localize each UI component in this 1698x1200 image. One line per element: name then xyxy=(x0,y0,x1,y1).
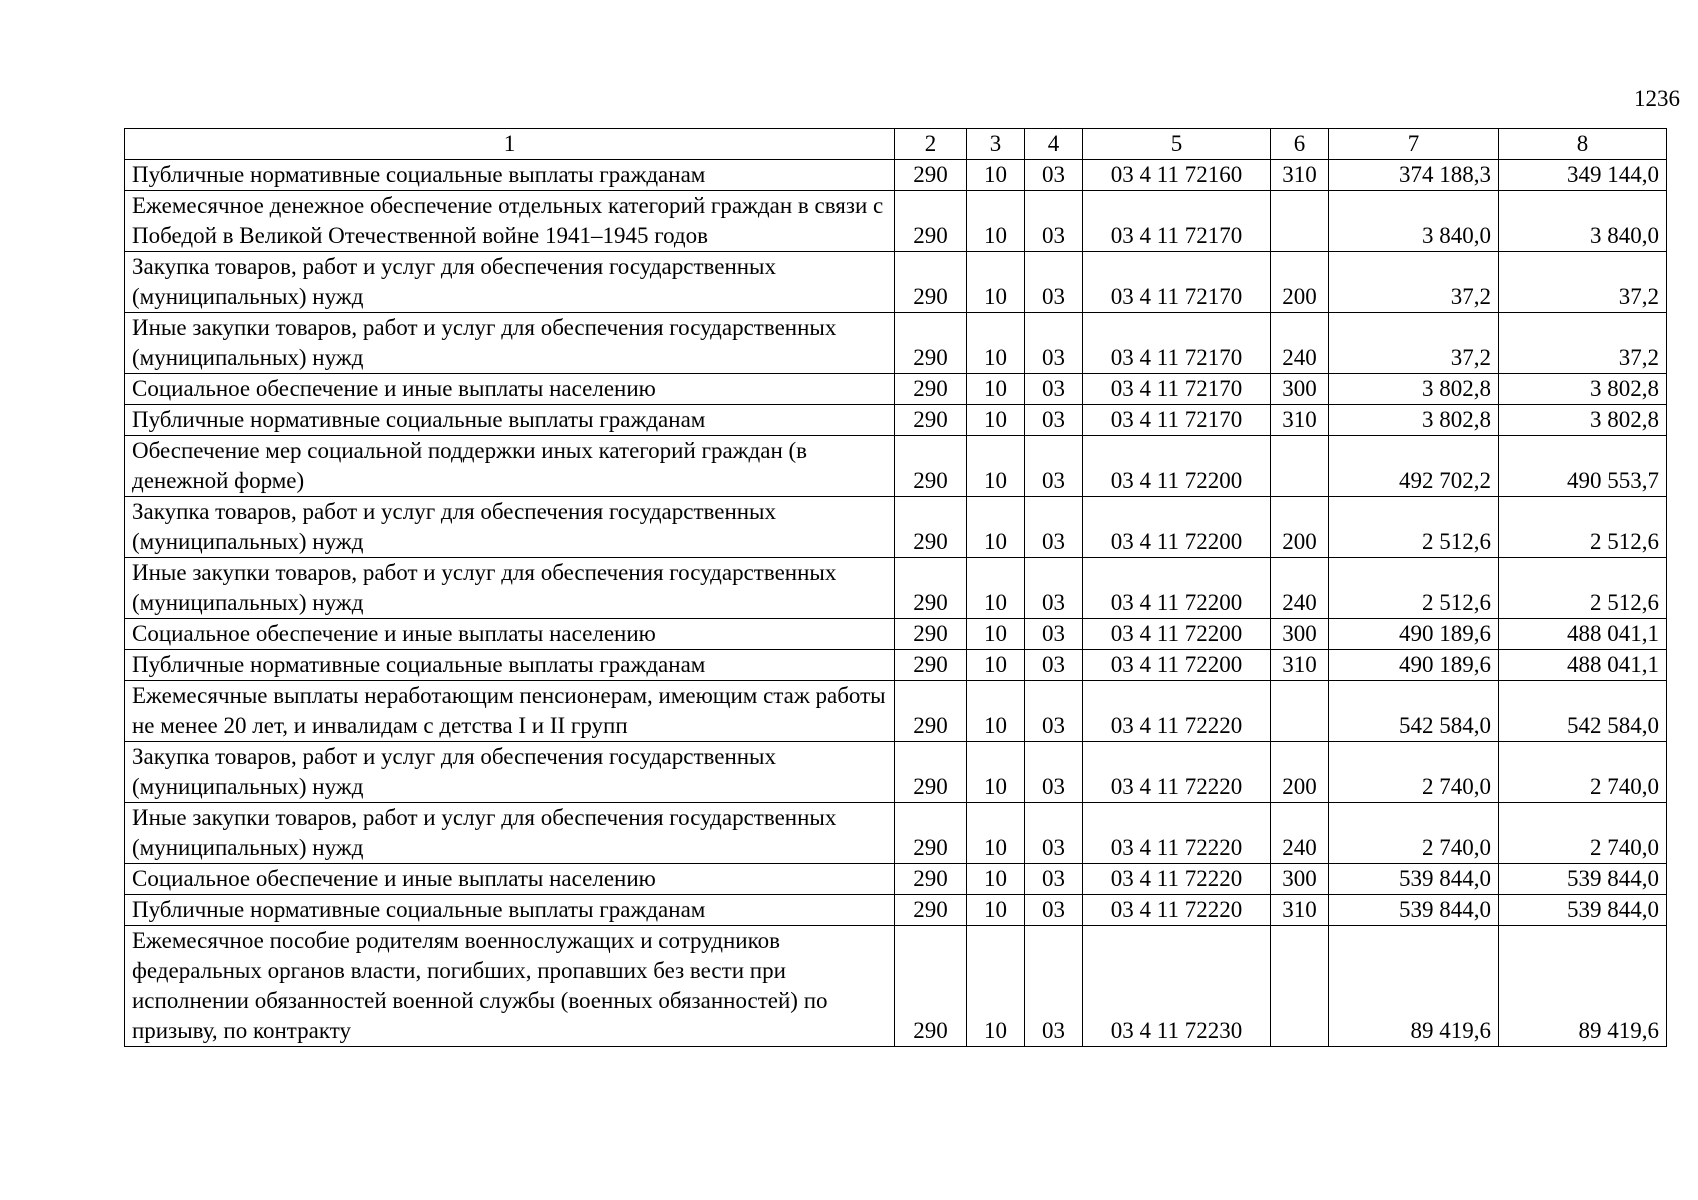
table-header-row xyxy=(125,129,1667,160)
amount-year2-cell: 3 802,8 xyxy=(1499,405,1667,436)
amount-year1-cell: 539 844,0 xyxy=(1329,864,1499,895)
section-cell: 10 xyxy=(967,313,1025,374)
target-article-cell: 03 4 11 72220 xyxy=(1083,895,1271,926)
row-name-cell: Публичные нормативные социальные выплаты гражданам xyxy=(125,405,895,436)
target-article-cell: 03 4 11 72200 xyxy=(1083,619,1271,650)
amount-year2-cell: 490 553,7 xyxy=(1499,436,1667,497)
column-header: 8 xyxy=(1499,129,1667,160)
amount-year2-cell: 2 740,0 xyxy=(1499,742,1667,803)
amount-year2-cell: 349 144,0 xyxy=(1499,160,1667,191)
admin-code-cell: 290 xyxy=(895,742,967,803)
admin-code-cell: 290 xyxy=(895,926,967,1047)
table-row xyxy=(125,742,1667,803)
row-name-cell: Ежемесячное пособие родителям военнослужащих и сотрудников федеральных органов власти, погибших, пропавших без вести при исполнении обязанностей военной службы (военных обязанностей) по призыву, по контракту xyxy=(125,926,895,1047)
subsection-cell: 03 xyxy=(1025,405,1083,436)
amount-year1-cell: 2 740,0 xyxy=(1329,742,1499,803)
row-name-cell: Закупка товаров, работ и услуг для обеспечения государственных (муниципальных) нужд xyxy=(125,252,895,313)
target-article-cell: 03 4 11 72220 xyxy=(1083,681,1271,742)
target-article-cell: 03 4 11 72170 xyxy=(1083,374,1271,405)
amount-year1-cell: 3 802,8 xyxy=(1329,405,1499,436)
expense-type-cell: 240 xyxy=(1271,313,1329,374)
amount-year2-cell: 3 840,0 xyxy=(1499,191,1667,252)
amount-year1-cell: 2 512,6 xyxy=(1329,497,1499,558)
amount-year1-cell: 490 189,6 xyxy=(1329,619,1499,650)
row-name-cell: Обеспечение мер социальной поддержки иных категорий граждан (в денежной форме) xyxy=(125,436,895,497)
section-cell: 10 xyxy=(967,742,1025,803)
expense-type-cell: 240 xyxy=(1271,803,1329,864)
column-header: 2 xyxy=(895,129,967,160)
target-article-cell: 03 4 11 72200 xyxy=(1083,650,1271,681)
row-name-cell: Закупка товаров, работ и услуг для обеспечения государственных (муниципальных) нужд xyxy=(125,497,895,558)
table-row xyxy=(125,864,1667,895)
target-article-cell: 03 4 11 72230 xyxy=(1083,926,1271,1047)
admin-code-cell: 290 xyxy=(895,681,967,742)
row-name-cell: Иные закупки товаров, работ и услуг для обеспечения государственных (муниципальных) нужд xyxy=(125,558,895,619)
section-cell: 10 xyxy=(967,252,1025,313)
amount-year2-cell: 539 844,0 xyxy=(1499,895,1667,926)
admin-code-cell: 290 xyxy=(895,160,967,191)
table-row xyxy=(125,313,1667,374)
admin-code-cell: 290 xyxy=(895,619,967,650)
subsection-cell: 03 xyxy=(1025,895,1083,926)
table-row xyxy=(125,895,1667,926)
table-row xyxy=(125,558,1667,619)
section-cell: 10 xyxy=(967,374,1025,405)
section-cell: 10 xyxy=(967,895,1025,926)
admin-code-cell: 290 xyxy=(895,497,967,558)
section-cell: 10 xyxy=(967,803,1025,864)
amount-year2-cell: 542 584,0 xyxy=(1499,681,1667,742)
amount-year2-cell: 539 844,0 xyxy=(1499,864,1667,895)
table-row xyxy=(125,926,1667,1047)
target-article-cell: 03 4 11 72170 xyxy=(1083,313,1271,374)
row-name-cell: Иные закупки товаров, работ и услуг для обеспечения государственных (муниципальных) нужд xyxy=(125,803,895,864)
expense-type-cell: 300 xyxy=(1271,619,1329,650)
amount-year1-cell: 3 840,0 xyxy=(1329,191,1499,252)
amount-year2-cell: 89 419,6 xyxy=(1499,926,1667,1047)
table-row xyxy=(125,619,1667,650)
row-name-cell: Публичные нормативные социальные выплаты гражданам xyxy=(125,650,895,681)
table-row xyxy=(125,160,1667,191)
amount-year2-cell: 3 802,8 xyxy=(1499,374,1667,405)
section-cell: 10 xyxy=(967,650,1025,681)
admin-code-cell: 290 xyxy=(895,313,967,374)
admin-code-cell: 290 xyxy=(895,374,967,405)
admin-code-cell: 290 xyxy=(895,864,967,895)
amount-year1-cell: 37,2 xyxy=(1329,313,1499,374)
subsection-cell: 03 xyxy=(1025,864,1083,895)
section-cell: 10 xyxy=(967,926,1025,1047)
admin-code-cell: 290 xyxy=(895,558,967,619)
subsection-cell: 03 xyxy=(1025,160,1083,191)
column-header: 6 xyxy=(1271,129,1329,160)
subsection-cell: 03 xyxy=(1025,436,1083,497)
admin-code-cell: 290 xyxy=(895,191,967,252)
column-header: 5 xyxy=(1083,129,1271,160)
section-cell: 10 xyxy=(967,558,1025,619)
amount-year2-cell: 488 041,1 xyxy=(1499,650,1667,681)
expense-type-cell: 200 xyxy=(1271,252,1329,313)
target-article-cell: 03 4 11 72170 xyxy=(1083,252,1271,313)
subsection-cell: 03 xyxy=(1025,619,1083,650)
row-name-cell: Закупка товаров, работ и услуг для обеспечения государственных (муниципальных) нужд xyxy=(125,742,895,803)
admin-code-cell: 290 xyxy=(895,650,967,681)
target-article-cell: 03 4 11 72220 xyxy=(1083,803,1271,864)
subsection-cell: 03 xyxy=(1025,681,1083,742)
row-name-cell: Публичные нормативные социальные выплаты гражданам xyxy=(125,895,895,926)
expense-type-cell: 240 xyxy=(1271,558,1329,619)
amount-year1-cell: 37,2 xyxy=(1329,252,1499,313)
target-article-cell: 03 4 11 72200 xyxy=(1083,436,1271,497)
row-name-cell: Социальное обеспечение и иные выплаты населению xyxy=(125,864,895,895)
amount-year1-cell: 89 419,6 xyxy=(1329,926,1499,1047)
expense-type-cell: 310 xyxy=(1271,160,1329,191)
budget-table xyxy=(124,128,1667,1047)
row-name-cell: Иные закупки товаров, работ и услуг для обеспечения государственных (муниципальных) нужд xyxy=(125,313,895,374)
target-article-cell: 03 4 11 72170 xyxy=(1083,405,1271,436)
section-cell: 10 xyxy=(967,191,1025,252)
section-cell: 10 xyxy=(967,160,1025,191)
row-name-cell: Публичные нормативные социальные выплаты гражданам xyxy=(125,160,895,191)
table-row xyxy=(125,191,1667,252)
subsection-cell: 03 xyxy=(1025,803,1083,864)
expense-type-cell: 300 xyxy=(1271,374,1329,405)
section-cell: 10 xyxy=(967,619,1025,650)
row-name-cell: Ежемесячное денежное обеспечение отдельных категорий граждан в связи с Победой в Великой Отечественной войне 1941–1945 годов xyxy=(125,191,895,252)
subsection-cell: 03 xyxy=(1025,650,1083,681)
expense-type-cell xyxy=(1271,681,1329,742)
amount-year1-cell: 3 802,8 xyxy=(1329,374,1499,405)
amount-year2-cell: 37,2 xyxy=(1499,313,1667,374)
target-article-cell: 03 4 11 72200 xyxy=(1083,558,1271,619)
subsection-cell: 03 xyxy=(1025,742,1083,803)
amount-year2-cell: 2 512,6 xyxy=(1499,558,1667,619)
target-article-cell: 03 4 11 72160 xyxy=(1083,160,1271,191)
amount-year1-cell: 374 188,3 xyxy=(1329,160,1499,191)
section-cell: 10 xyxy=(967,436,1025,497)
subsection-cell: 03 xyxy=(1025,374,1083,405)
subsection-cell: 03 xyxy=(1025,497,1083,558)
subsection-cell: 03 xyxy=(1025,926,1083,1047)
amount-year1-cell: 490 189,6 xyxy=(1329,650,1499,681)
table-row xyxy=(125,803,1667,864)
table-row xyxy=(125,650,1667,681)
row-name-cell: Ежемесячные выплаты неработающим пенсионерам, имеющим стаж работы не менее 20 лет, и инвалидам с детства I и II групп xyxy=(125,681,895,742)
expense-type-cell xyxy=(1271,436,1329,497)
expense-type-cell xyxy=(1271,926,1329,1047)
table-row xyxy=(125,436,1667,497)
target-article-cell: 03 4 11 72220 xyxy=(1083,742,1271,803)
section-cell: 10 xyxy=(967,681,1025,742)
expense-type-cell: 310 xyxy=(1271,405,1329,436)
column-header: 1 xyxy=(125,129,895,160)
amount-year1-cell: 539 844,0 xyxy=(1329,895,1499,926)
row-name-cell: Социальное обеспечение и иные выплаты населению xyxy=(125,619,895,650)
amount-year1-cell: 2 740,0 xyxy=(1329,803,1499,864)
section-cell: 10 xyxy=(967,405,1025,436)
target-article-cell: 03 4 11 72220 xyxy=(1083,864,1271,895)
table-row xyxy=(125,405,1667,436)
subsection-cell: 03 xyxy=(1025,191,1083,252)
amount-year2-cell: 488 041,1 xyxy=(1499,619,1667,650)
table-row xyxy=(125,497,1667,558)
column-header: 4 xyxy=(1025,129,1083,160)
expense-type-cell: 310 xyxy=(1271,650,1329,681)
expense-type-cell: 200 xyxy=(1271,742,1329,803)
amount-year2-cell: 2 740,0 xyxy=(1499,803,1667,864)
table-row xyxy=(125,374,1667,405)
column-header: 7 xyxy=(1329,129,1499,160)
page-number: 1236 xyxy=(1634,86,1680,111)
target-article-cell: 03 4 11 72170 xyxy=(1083,191,1271,252)
admin-code-cell: 290 xyxy=(895,252,967,313)
amount-year2-cell: 2 512,6 xyxy=(1499,497,1667,558)
expense-type-cell: 300 xyxy=(1271,864,1329,895)
expense-type-cell: 200 xyxy=(1271,497,1329,558)
column-header: 3 xyxy=(967,129,1025,160)
admin-code-cell: 290 xyxy=(895,405,967,436)
subsection-cell: 03 xyxy=(1025,313,1083,374)
expense-type-cell: 310 xyxy=(1271,895,1329,926)
admin-code-cell: 290 xyxy=(895,895,967,926)
expense-type-cell xyxy=(1271,191,1329,252)
admin-code-cell: 290 xyxy=(895,436,967,497)
amount-year2-cell: 37,2 xyxy=(1499,252,1667,313)
amount-year1-cell: 2 512,6 xyxy=(1329,558,1499,619)
subsection-cell: 03 xyxy=(1025,558,1083,619)
section-cell: 10 xyxy=(967,864,1025,895)
table-row xyxy=(125,681,1667,742)
amount-year1-cell: 542 584,0 xyxy=(1329,681,1499,742)
amount-year1-cell: 492 702,2 xyxy=(1329,436,1499,497)
admin-code-cell: 290 xyxy=(895,803,967,864)
section-cell: 10 xyxy=(967,497,1025,558)
subsection-cell: 03 xyxy=(1025,252,1083,313)
table-row xyxy=(125,252,1667,313)
row-name-cell: Социальное обеспечение и иные выплаты населению xyxy=(125,374,895,405)
target-article-cell: 03 4 11 72200 xyxy=(1083,497,1271,558)
table-body xyxy=(125,160,1667,1047)
